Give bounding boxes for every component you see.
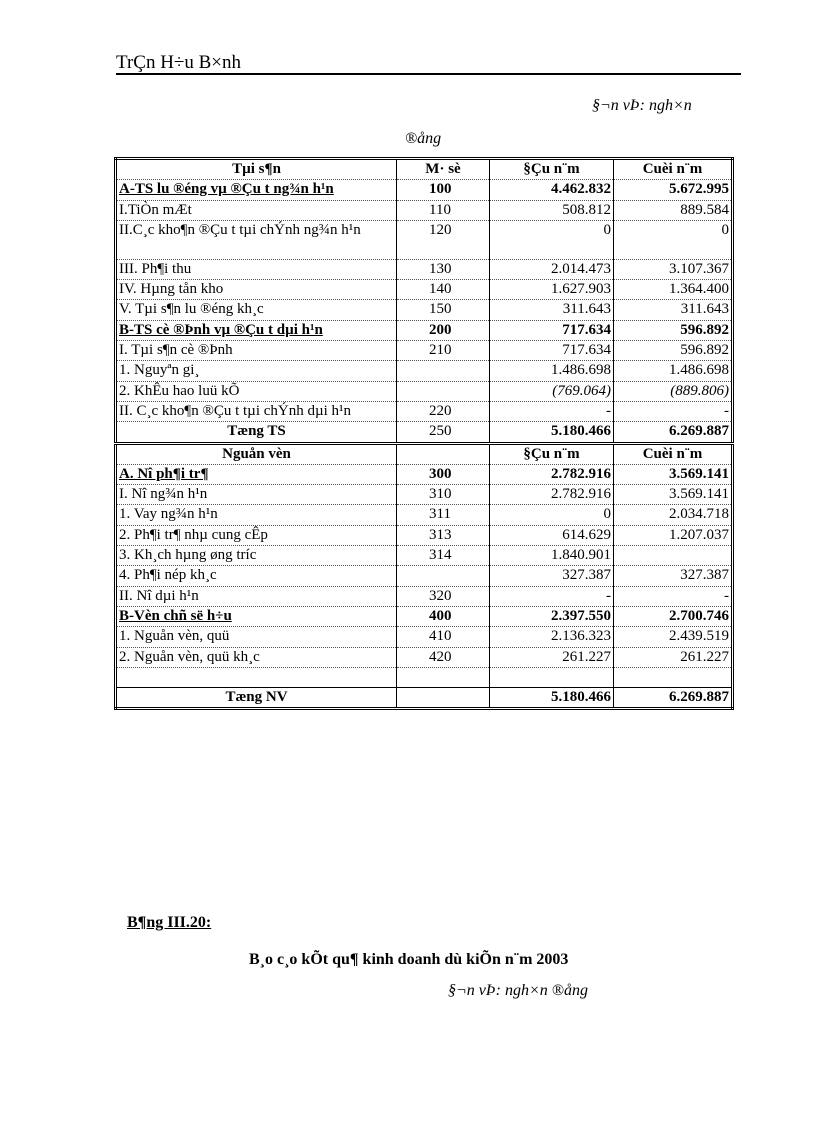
row-end: 596.892: [614, 341, 733, 361]
row-label: 2. Nguån vèn, quü kh¸c: [116, 647, 397, 667]
row-begin: 261.227: [490, 647, 614, 667]
header-cell: §Çu n¨m: [490, 443, 614, 464]
row-begin: 508.812: [490, 200, 614, 220]
row-code: [397, 566, 490, 586]
row-begin: -: [490, 401, 614, 421]
unit-label-bottom: §¬n vÞ: ngh×n ®ång: [448, 982, 588, 999]
row-code: [397, 687, 490, 708]
row-label: II. C¸c kho¶n ®Çu t tµi chÝnh dµi h¹n: [116, 401, 397, 421]
sources-header-row: [116, 443, 733, 464]
balance-sheet-table: [114, 157, 734, 710]
table-row: [116, 525, 733, 545]
row-begin: 5.180.466: [490, 687, 614, 708]
row-end: [614, 546, 733, 566]
row-code: 320: [397, 586, 490, 606]
row-begin: 2.782.916: [490, 485, 614, 505]
row-end: 3.107.367: [614, 259, 733, 279]
row-label: V. Tµi s¶n lu ®éng kh¸c: [116, 300, 397, 320]
row-code: [397, 361, 490, 381]
row-code: 311: [397, 505, 490, 525]
table-row: [116, 220, 733, 259]
table-row: [116, 485, 733, 505]
table-row: [116, 401, 733, 421]
row-label: III. Ph¶i thu: [116, 259, 397, 279]
row-end: 327.387: [614, 566, 733, 586]
row-label: Tæng NV: [116, 687, 397, 708]
row-label: I. Tµi s¶n cè ®Þnh: [116, 341, 397, 361]
table-row: [116, 627, 733, 647]
row-begin: 1.486.698: [490, 361, 614, 381]
header-cell: Tµi s¶n: [116, 159, 397, 180]
row-begin: 717.634: [490, 320, 614, 340]
row-label: IV. Hµng tån kho: [116, 280, 397, 300]
table-row: [116, 180, 733, 200]
row-end: 1.364.400: [614, 280, 733, 300]
row-begin: (769.064): [490, 381, 614, 401]
header-cell: Cuèi n¨m: [614, 159, 733, 180]
empty-cell: [490, 667, 614, 687]
row-label: II.C¸c kho¶n ®Çu t tµi chÝnh ng¾n h¹n: [116, 220, 397, 259]
row-label: B-Vèn chñ së h÷u: [116, 606, 397, 626]
report-title: B¸o c¸o kÕt qu¶ kinh doanh dù kiÕn n¨m 2003: [249, 951, 569, 968]
header-cell: §Çu n¨m: [490, 159, 614, 180]
row-code: 300: [397, 464, 490, 484]
row-code: 110: [397, 200, 490, 220]
row-begin: 2.136.323: [490, 627, 614, 647]
row-end: 5.672.995: [614, 180, 733, 200]
row-code: 250: [397, 422, 490, 443]
row-end: 6.269.887: [614, 422, 733, 443]
row-begin: 2.782.916: [490, 464, 614, 484]
row-label: B-TS cè ®Þnh vµ ®Çu t dµi h¹n: [116, 320, 397, 340]
row-label: 1. Nguån vèn, quü: [116, 627, 397, 647]
row-code: [397, 381, 490, 401]
table-row: [116, 606, 733, 626]
row-end: 261.227: [614, 647, 733, 667]
row-code: 410: [397, 627, 490, 647]
table-row: [116, 300, 733, 320]
row-begin: -: [490, 586, 614, 606]
empty-cell: [397, 667, 490, 687]
row-code: 200: [397, 320, 490, 340]
row-end: 2.034.718: [614, 505, 733, 525]
row-begin: 0: [490, 220, 614, 259]
row-label: 3. Kh¸ch hµng øng tríc: [116, 546, 397, 566]
row-label: A-TS lu ®éng vµ ®Çu t ng¾n h¹n: [116, 180, 397, 200]
row-begin: 717.634: [490, 341, 614, 361]
row-code: 140: [397, 280, 490, 300]
row-end: 2.700.746: [614, 606, 733, 626]
row-end: -: [614, 586, 733, 606]
row-label: II. Nî dµi h¹n: [116, 586, 397, 606]
table-row: [116, 647, 733, 667]
row-code: 210: [397, 341, 490, 361]
header-cell: Nguån vèn: [116, 443, 397, 464]
row-code: 420: [397, 647, 490, 667]
row-code: 220: [397, 401, 490, 421]
row-label: 1. Nguyªn gi¸: [116, 361, 397, 381]
row-begin: 327.387: [490, 566, 614, 586]
table-row: [116, 586, 733, 606]
row-begin: 614.629: [490, 525, 614, 545]
row-label: I. Nî ng¾n h¹n: [116, 485, 397, 505]
empty-cell: [614, 667, 733, 687]
table-row: [116, 200, 733, 220]
table-row: [116, 546, 733, 566]
row-label: 1. Vay ng¾n h¹n: [116, 505, 397, 525]
row-code: 100: [397, 180, 490, 200]
table-row: [116, 566, 733, 586]
empty-row: [116, 667, 733, 687]
row-code: 400: [397, 606, 490, 626]
row-end: -: [614, 401, 733, 421]
assets-header-row: [116, 159, 733, 180]
row-code: 314: [397, 546, 490, 566]
row-label: I.TiÒn mÆt: [116, 200, 397, 220]
row-end: 0: [614, 220, 733, 259]
header-cell: [397, 443, 490, 464]
header-cell: M· sè: [397, 159, 490, 180]
row-end: (889.806): [614, 381, 733, 401]
table-row: [116, 464, 733, 484]
row-label: 2. Ph¶i tr¶ nhµ cung cÊp: [116, 525, 397, 545]
row-begin: 1.840.901: [490, 546, 614, 566]
row-end: 596.892: [614, 320, 733, 340]
total-assets-row: [116, 422, 733, 443]
row-end: 6.269.887: [614, 687, 733, 708]
row-code: 150: [397, 300, 490, 320]
row-label: A. Nî ph¶i tr¶: [116, 464, 397, 484]
row-end: 1.486.698: [614, 361, 733, 381]
row-label: Tæng TS: [116, 422, 397, 443]
row-label: 2. KhÊu hao luü kÕ: [116, 381, 397, 401]
header-cell: Cuèi n¨m: [614, 443, 733, 464]
page-header-author: TrÇn H÷u B×nh: [116, 52, 241, 73]
table-row: [116, 280, 733, 300]
row-label: 4. Ph¶i nép kh¸c: [116, 566, 397, 586]
row-code: 120: [397, 220, 490, 259]
row-begin: 5.180.466: [490, 422, 614, 443]
table-row: [116, 361, 733, 381]
row-begin: 311.643: [490, 300, 614, 320]
row-end: 311.643: [614, 300, 733, 320]
row-end: 3.569.141: [614, 464, 733, 484]
row-code: 310: [397, 485, 490, 505]
table-row: [116, 320, 733, 340]
row-begin: 4.462.832: [490, 180, 614, 200]
row-begin: 2.014.473: [490, 259, 614, 279]
table-row: [116, 381, 733, 401]
row-begin: 2.397.550: [490, 606, 614, 626]
unit-label: §¬n vÞ: ngh×n: [592, 97, 692, 114]
table-number-label: B¶ng III.20:: [127, 914, 212, 931]
empty-cell: [116, 667, 397, 687]
row-end: 3.569.141: [614, 485, 733, 505]
table-row: [116, 259, 733, 279]
row-code: 130: [397, 259, 490, 279]
header-rule: [116, 73, 741, 75]
row-begin: 1.627.903: [490, 280, 614, 300]
row-end: 2.439.519: [614, 627, 733, 647]
row-end: 1.207.037: [614, 525, 733, 545]
total-sources-row: [116, 687, 733, 708]
table-row: [116, 505, 733, 525]
row-end: 889.584: [614, 200, 733, 220]
unit-label-continued: ®ång: [405, 130, 442, 147]
row-begin: 0: [490, 505, 614, 525]
table-row: [116, 341, 733, 361]
row-code: 313: [397, 525, 490, 545]
